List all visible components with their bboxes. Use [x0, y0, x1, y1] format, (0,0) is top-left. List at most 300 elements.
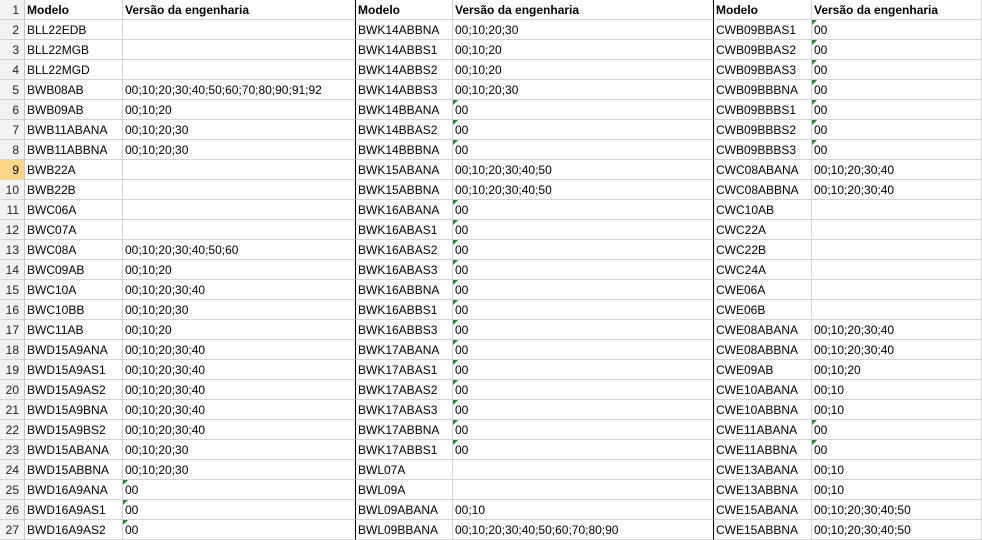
table-cell[interactable]: [25, 100, 123, 120]
table-cell[interactable]: [453, 320, 714, 340]
table-cell[interactable]: [714, 360, 812, 380]
cell-value: CWE10ABANA: [716, 383, 799, 397]
cell-value: 00: [455, 263, 469, 277]
cell-value: 00;10;20;30;40;50;60;70;80;90: [455, 523, 619, 537]
table-cell[interactable]: [812, 420, 982, 440]
table-cell[interactable]: [123, 400, 356, 420]
cell-value: BWD15A9BS2: [27, 423, 106, 437]
table-row: [0, 500, 982, 520]
table-cell[interactable]: [812, 40, 982, 60]
table-row: [0, 120, 982, 140]
table-row: [0, 420, 982, 440]
number-as-text-indicator-icon: [453, 340, 458, 345]
table-cell[interactable]: [356, 360, 453, 380]
row-header[interactable]: 21: [0, 400, 25, 420]
cell-value: BWK15ABBNA: [358, 183, 440, 197]
cell-value: 00;10;20;30: [125, 123, 189, 137]
cell-value: BWB08AB: [27, 83, 84, 97]
table-cell[interactable]: [356, 220, 453, 240]
table-cell[interactable]: [25, 420, 123, 440]
cell-value: CWC22B: [716, 243, 767, 257]
table-cell[interactable]: [812, 240, 982, 260]
row-header[interactable]: 5: [0, 80, 25, 100]
table-cell[interactable]: [123, 420, 356, 440]
table-cell[interactable]: [25, 20, 123, 40]
table-cell[interactable]: [25, 340, 123, 360]
cell-value: BLL22EDB: [27, 23, 87, 37]
table-cell[interactable]: [453, 160, 714, 180]
table-cell[interactable]: [25, 260, 123, 280]
table-cell[interactable]: [453, 120, 714, 140]
table-cell[interactable]: [453, 140, 714, 160]
table-cell[interactable]: [714, 460, 812, 480]
table-cell[interactable]: [123, 240, 356, 260]
table-cell[interactable]: [714, 320, 812, 340]
table-cell[interactable]: [812, 440, 982, 460]
number-as-text-indicator-icon: [453, 220, 458, 225]
table-cell[interactable]: [714, 400, 812, 420]
table-cell[interactable]: [123, 160, 356, 180]
table-cell[interactable]: [453, 480, 714, 500]
table-cell[interactable]: [356, 440, 453, 460]
cell-value: 00;10;20;30;40;50: [814, 503, 911, 517]
cell-value: BWK16ABAS1: [358, 223, 438, 237]
table-cell[interactable]: [356, 200, 453, 220]
table-cell[interactable]: [356, 240, 453, 260]
table-cell[interactable]: [25, 200, 123, 220]
column-header-cell[interactable]: Modelo: [714, 0, 812, 20]
number-as-text-indicator-icon: [453, 260, 458, 265]
row-header[interactable]: 25: [0, 480, 25, 500]
cell-value: 00: [125, 523, 139, 537]
table-row: [0, 20, 982, 40]
table-row: [0, 60, 982, 80]
cell-value: 00;10;20;30;40;50;60: [125, 243, 239, 257]
number-as-text-indicator-icon: [812, 440, 817, 445]
table-cell[interactable]: [714, 80, 812, 100]
table-cell[interactable]: [453, 360, 714, 380]
cell-value: BWC08A: [27, 243, 77, 257]
cell-value: BWK16ABANA: [358, 203, 440, 217]
table-cell[interactable]: [812, 380, 982, 400]
row-header[interactable]: 14: [0, 260, 25, 280]
table-cell[interactable]: [714, 280, 812, 300]
table-cell[interactable]: [123, 340, 356, 360]
table-cell[interactable]: [714, 520, 812, 540]
cell-value: 00: [814, 123, 828, 137]
cell-value: 00: [455, 103, 469, 117]
table-cell[interactable]: [356, 80, 453, 100]
cell-value: 00;10;20;30;40: [125, 363, 206, 377]
cell-value: CWE10ABBNA: [716, 403, 799, 417]
row-header[interactable]: 19: [0, 360, 25, 380]
table-cell[interactable]: [356, 260, 453, 280]
table-cell[interactable]: [25, 360, 123, 380]
table-cell[interactable]: [356, 520, 453, 540]
table-cell[interactable]: [25, 280, 123, 300]
table-cell[interactable]: [356, 140, 453, 160]
table-cell[interactable]: [714, 500, 812, 520]
table-cell[interactable]: [356, 400, 453, 420]
row-header[interactable]: 8: [0, 140, 25, 160]
row-header[interactable]: 16: [0, 300, 25, 320]
number-as-text-indicator-icon: [812, 40, 817, 45]
number-as-text-indicator-icon: [812, 120, 817, 125]
table-cell[interactable]: [356, 420, 453, 440]
table-cell[interactable]: [812, 520, 982, 540]
cell-value: BWK14BBBNA: [358, 143, 440, 157]
table-cell[interactable]: [123, 40, 356, 60]
cell-value: 00;10;20;30;40;50: [814, 523, 911, 537]
table-cell[interactable]: [123, 20, 356, 40]
row-header[interactable]: 2: [0, 20, 25, 40]
number-as-text-indicator-icon: [453, 280, 458, 285]
number-as-text-indicator-icon: [123, 480, 128, 485]
number-as-text-indicator-icon: [453, 140, 458, 145]
table-cell[interactable]: [812, 360, 982, 380]
cell-value: 00: [125, 483, 139, 497]
cell-value: 00;10;20;30;40: [814, 183, 895, 197]
table-cell[interactable]: [356, 380, 453, 400]
cell-value: BWD15A9AS2: [27, 383, 106, 397]
table-cell[interactable]: [356, 460, 453, 480]
table-cell[interactable]: [453, 40, 714, 60]
cell-value: 00: [814, 23, 828, 37]
table-cell[interactable]: [356, 340, 453, 360]
cell-value: CWE06B: [716, 303, 766, 317]
table-cell[interactable]: [453, 200, 714, 220]
table-cell[interactable]: [714, 100, 812, 120]
table-cell[interactable]: [123, 520, 356, 540]
number-as-text-indicator-icon: [453, 360, 458, 365]
number-as-text-indicator-icon: [453, 100, 458, 105]
table-cell[interactable]: [123, 360, 356, 380]
column-header-cell[interactable]: Versão da engenharia: [123, 0, 356, 20]
table-cell[interactable]: [453, 20, 714, 40]
table-cell[interactable]: [123, 200, 356, 220]
cell-value: CWB09BBBS2: [716, 123, 797, 137]
table-cell[interactable]: [123, 180, 356, 200]
cell-value: 00;10;20;30;40: [814, 163, 895, 177]
table-cell[interactable]: [25, 60, 123, 80]
table-cell[interactable]: [812, 340, 982, 360]
table-cell[interactable]: [453, 240, 714, 260]
table-cell[interactable]: [812, 120, 982, 140]
table-cell[interactable]: [714, 140, 812, 160]
cell-value: 00;10;20;30;40: [814, 343, 895, 357]
table-cell[interactable]: [812, 260, 982, 280]
number-as-text-indicator-icon: [123, 500, 128, 505]
table-cell[interactable]: [25, 80, 123, 100]
cell-value: CWB09BBBNA: [716, 83, 799, 97]
cell-value: CWC24A: [716, 263, 767, 277]
cell-value: CWE08ABBNA: [716, 343, 799, 357]
cell-value: CWE09AB: [716, 363, 774, 377]
table-cell[interactable]: [123, 80, 356, 100]
row-header[interactable]: 9: [0, 160, 25, 180]
cell-value: 00: [455, 443, 469, 457]
table-row: [0, 140, 982, 160]
row-header[interactable]: 6: [0, 100, 25, 120]
table-cell[interactable]: [714, 440, 812, 460]
cell-value: BWD15A9ANA: [27, 343, 108, 357]
cell-value: BWC10BB: [27, 303, 85, 317]
table-cell[interactable]: [356, 320, 453, 340]
table-cell[interactable]: [356, 40, 453, 60]
cell-value: BWK17ABAS2: [358, 383, 438, 397]
number-as-text-indicator-icon: [453, 380, 458, 385]
table-cell[interactable]: [25, 380, 123, 400]
cell-value: BWL09ABANA: [358, 503, 439, 517]
cell-value: BWB11ABANA: [27, 123, 108, 137]
table-cell[interactable]: [25, 140, 123, 160]
table-cell[interactable]: [714, 300, 812, 320]
row-header[interactable]: 11: [0, 200, 25, 220]
number-as-text-indicator-icon: [453, 240, 458, 245]
cell-value: 00;10;20;30;40: [125, 423, 206, 437]
table-cell[interactable]: [453, 500, 714, 520]
table-cell[interactable]: [453, 380, 714, 400]
table-cell[interactable]: [25, 240, 123, 260]
cell-value: BWK14ABBNA: [358, 23, 440, 37]
table-row: [0, 260, 982, 280]
row-header[interactable]: 4: [0, 60, 25, 80]
row-header[interactable]: 22: [0, 420, 25, 440]
cell-value: BLL22MGD: [27, 63, 90, 77]
cell-value: CWB09BBAS1: [716, 23, 797, 37]
row-header[interactable]: 20: [0, 380, 25, 400]
table-cell[interactable]: [356, 300, 453, 320]
table-cell[interactable]: [812, 300, 982, 320]
number-as-text-indicator-icon: [812, 140, 817, 145]
cell-value: 00: [814, 83, 828, 97]
cell-value: BWD15A9AS1: [27, 363, 106, 377]
table-cell[interactable]: [25, 460, 123, 480]
cell-value: BWB22A: [27, 163, 76, 177]
table-cell[interactable]: [25, 160, 123, 180]
table-row: [0, 380, 982, 400]
table-cell[interactable]: [356, 280, 453, 300]
table-cell[interactable]: [453, 460, 714, 480]
table-cell[interactable]: [25, 440, 123, 460]
table-cell[interactable]: [714, 120, 812, 140]
cell-value: BWK14ABBS1: [358, 43, 438, 57]
table-cell[interactable]: [812, 60, 982, 80]
row-header[interactable]: 7: [0, 120, 25, 140]
cell-value: BWC10A: [27, 283, 77, 297]
table-cell[interactable]: [812, 200, 982, 220]
cell-value: BWD16A9ANA: [27, 483, 108, 497]
table-cell[interactable]: [812, 320, 982, 340]
table-cell[interactable]: [25, 40, 123, 60]
table-cell[interactable]: [123, 100, 356, 120]
table-cell[interactable]: [123, 220, 356, 240]
cell-value: BWK16ABBS3: [358, 323, 438, 337]
cell-value: 00;10: [814, 383, 845, 397]
table-cell[interactable]: [25, 320, 123, 340]
table-cell[interactable]: [812, 400, 982, 420]
number-as-text-indicator-icon: [453, 420, 458, 425]
table-row: [0, 280, 982, 300]
cell-value: CWE15ABBNA: [716, 523, 799, 537]
table-cell[interactable]: [714, 220, 812, 240]
table-cell[interactable]: [714, 420, 812, 440]
table-cell[interactable]: [453, 220, 714, 240]
table-cell[interactable]: [453, 80, 714, 100]
table-cell[interactable]: [25, 120, 123, 140]
table-cell[interactable]: [714, 200, 812, 220]
cell-value: BWK17ABAS3: [358, 403, 438, 417]
cell-value: BWK17ABANA: [358, 343, 440, 357]
table-cell[interactable]: [123, 460, 356, 480]
table-cell[interactable]: [453, 340, 714, 360]
table-cell[interactable]: [453, 100, 714, 120]
table-cell[interactable]: [453, 440, 714, 460]
table-cell[interactable]: [25, 500, 123, 520]
table-cell[interactable]: [25, 220, 123, 240]
row-header[interactable]: 10: [0, 180, 25, 200]
table-cell[interactable]: [714, 60, 812, 80]
cell-value: CWE08ABANA: [716, 323, 799, 337]
cell-value: 00;10;20;30: [125, 443, 189, 457]
cell-value: 00;10;20: [814, 363, 861, 377]
table-cell[interactable]: [356, 160, 453, 180]
table-row: [0, 480, 982, 500]
cell-value: BWC07A: [27, 223, 77, 237]
cell-value: 00: [455, 123, 469, 137]
cell-value: 00;10;20;30: [455, 23, 519, 37]
table-cell[interactable]: [714, 240, 812, 260]
cell-value: BWK14ABBS2: [358, 63, 438, 77]
table-cell[interactable]: [812, 220, 982, 240]
cell-value: 00;10;20;30: [125, 143, 189, 157]
table-cell[interactable]: [714, 20, 812, 40]
row-header[interactable]: 27: [0, 520, 25, 540]
table-cell[interactable]: [812, 20, 982, 40]
table-cell[interactable]: [714, 380, 812, 400]
cell-value: 00;10: [814, 483, 845, 497]
table-cell[interactable]: [356, 180, 453, 200]
cell-value: BWB09AB: [27, 103, 84, 117]
table-cell[interactable]: [812, 460, 982, 480]
table-row: [0, 200, 982, 220]
table-cell[interactable]: [25, 400, 123, 420]
row-header[interactable]: 1: [0, 0, 25, 20]
table-cell[interactable]: [714, 180, 812, 200]
table-cell[interactable]: [453, 400, 714, 420]
table-cell[interactable]: [453, 180, 714, 200]
table-cell[interactable]: [123, 380, 356, 400]
table-cell[interactable]: [25, 520, 123, 540]
table-cell[interactable]: [453, 520, 714, 540]
table-cell[interactable]: [453, 300, 714, 320]
table-cell[interactable]: [714, 40, 812, 60]
table-cell[interactable]: [714, 260, 812, 280]
table-cell[interactable]: [123, 140, 356, 160]
cell-value: 00: [455, 303, 469, 317]
table-cell[interactable]: [356, 480, 453, 500]
table-row: [0, 80, 982, 100]
table-cell[interactable]: [812, 160, 982, 180]
table-cell[interactable]: [453, 420, 714, 440]
table-cell[interactable]: [356, 100, 453, 120]
cell-value: 00;10;20;30;40;50: [455, 163, 552, 177]
table-cell[interactable]: [812, 280, 982, 300]
table-cell[interactable]: [714, 340, 812, 360]
number-as-text-indicator-icon: [453, 120, 458, 125]
cell-value: CWB09BBAS3: [716, 63, 797, 77]
cell-value: 00;10: [814, 403, 845, 417]
table-cell[interactable]: [812, 500, 982, 520]
table-cell[interactable]: [812, 180, 982, 200]
table-cell[interactable]: [812, 100, 982, 120]
table-cell[interactable]: [25, 480, 123, 500]
column-header-cell[interactable]: Versão da engenharia: [812, 0, 982, 20]
cell-value: BWK17ABAS1: [358, 363, 438, 377]
row-header[interactable]: 23: [0, 440, 25, 460]
table-cell[interactable]: [812, 80, 982, 100]
table-cell[interactable]: [123, 440, 356, 460]
column-header-cell[interactable]: Modelo: [25, 0, 123, 20]
column-header-cell[interactable]: Versão da engenharia: [453, 0, 714, 20]
row-header[interactable]: 18: [0, 340, 25, 360]
cell-value: 00: [814, 143, 828, 157]
cell-value: CWB09BBBS3: [716, 143, 797, 157]
table-cell[interactable]: [453, 280, 714, 300]
table-cell[interactable]: [356, 60, 453, 80]
cell-value: CWE13ABBNA: [716, 483, 799, 497]
table-cell[interactable]: [25, 300, 123, 320]
row-header[interactable]: 3: [0, 40, 25, 60]
cell-value: BWK16ABBS1: [358, 303, 438, 317]
table-cell[interactable]: [714, 480, 812, 500]
table-row: [0, 520, 982, 540]
cell-value: BWK15ABANA: [358, 163, 440, 177]
row-header[interactable]: 24: [0, 460, 25, 480]
table-cell[interactable]: [356, 500, 453, 520]
table-cell[interactable]: [812, 140, 982, 160]
row-header[interactable]: 13: [0, 240, 25, 260]
table-cell[interactable]: [356, 120, 453, 140]
table-cell[interactable]: [25, 180, 123, 200]
row-header[interactable]: 26: [0, 500, 25, 520]
table-cell[interactable]: [714, 160, 812, 180]
table-cell[interactable]: [453, 60, 714, 80]
table-cell[interactable]: [123, 480, 356, 500]
column-header-cell[interactable]: Modelo: [356, 0, 453, 20]
table-cell[interactable]: [123, 500, 356, 520]
table-cell[interactable]: [812, 480, 982, 500]
row-header[interactable]: 17: [0, 320, 25, 340]
table-cell[interactable]: [123, 60, 356, 80]
cell-value: 00;10;20;30;40;50: [455, 183, 552, 197]
table-cell[interactable]: [453, 260, 714, 280]
cell-value: 00: [455, 363, 469, 377]
table-cell[interactable]: [123, 320, 356, 340]
row-header[interactable]: 15: [0, 280, 25, 300]
table-cell[interactable]: [123, 280, 356, 300]
number-as-text-indicator-icon: [453, 400, 458, 405]
table-cell[interactable]: [356, 20, 453, 40]
row-header[interactable]: 12: [0, 220, 25, 240]
table-row: [0, 320, 982, 340]
table-cell[interactable]: [123, 120, 356, 140]
table-cell[interactable]: [123, 300, 356, 320]
number-as-text-indicator-icon: [812, 420, 817, 425]
number-as-text-indicator-icon: [453, 320, 458, 325]
table-cell[interactable]: [123, 260, 356, 280]
cell-value: CWE13ABANA: [716, 463, 799, 477]
